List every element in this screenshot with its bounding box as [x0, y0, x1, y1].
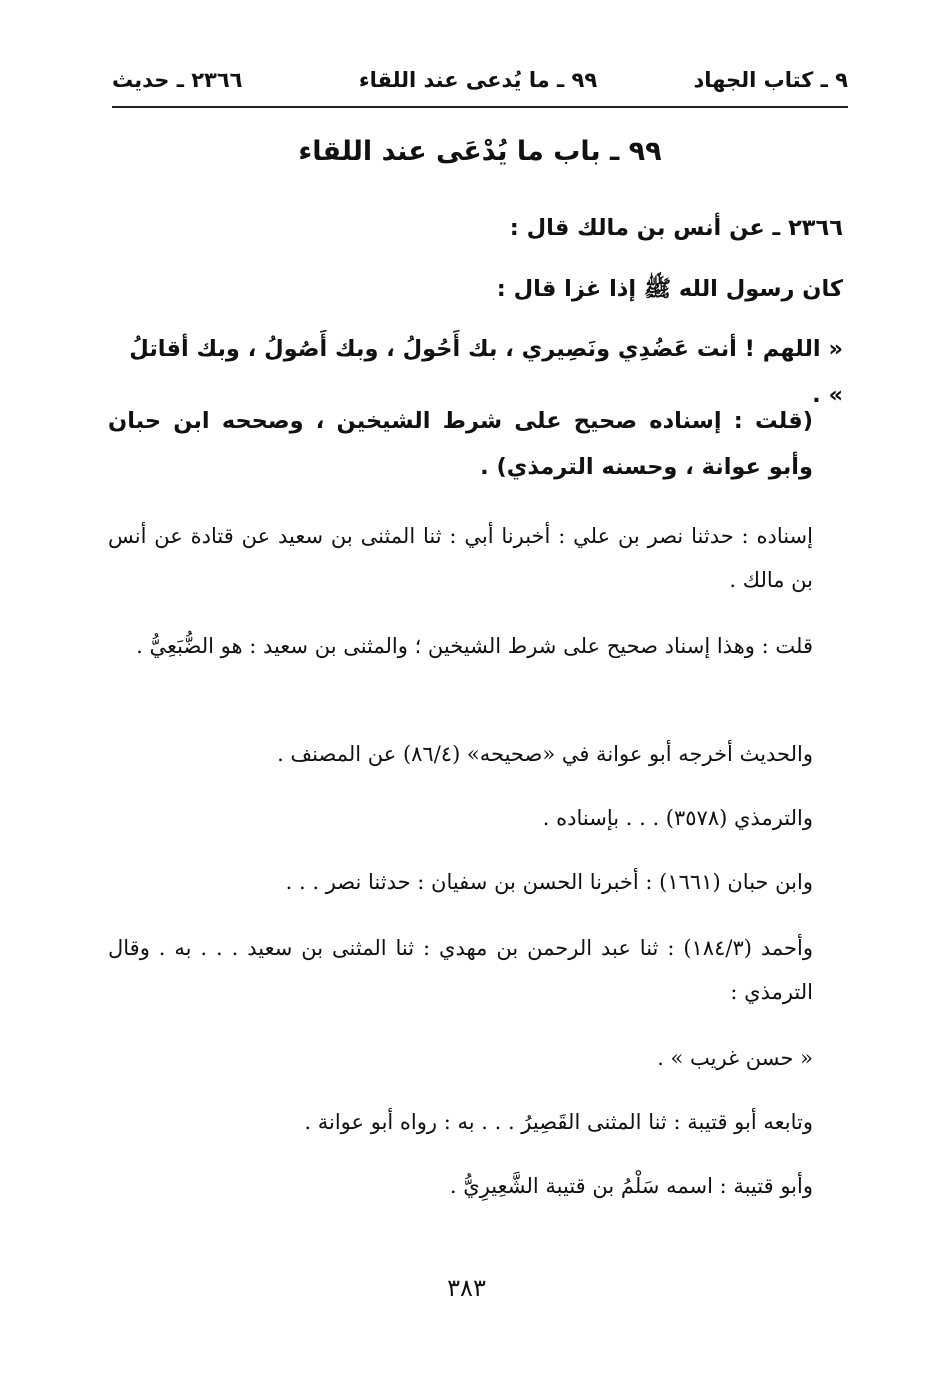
header-rule: [112, 106, 848, 108]
header-hadith-number: ٢٣٦٦ ـ حديث: [112, 68, 243, 92]
page-number: ٣٨٣: [447, 1274, 486, 1302]
takhrij-line: وابن حبان (١٦٦١) : أخبرنا الحسن بن سفيان : حدثنا نصر . . .: [285, 870, 813, 894]
grading-note: (قلت : إسناده صحيح على شرط الشيخين ، وصححه ابن حبان وأبو عوانة ، وحسنه الترمذي) .: [108, 408, 813, 480]
ahmad-paragraph: وأحمد (١٨٤/٣) : ثنا عبد الرحمن بن مهدي : ثنا المثنى بن سعيد . . . به . وقال الترمذي :: [108, 936, 813, 1004]
takhrij-line: والترمذي (٣٥٧٨) . . . بإسناده .: [542, 806, 813, 830]
isnad-paragraph: إسناده : حدثنا نصر بن علي : أخبرنا أبي : ثنا المثنى بن سعيد عن قتادة عن أنس بن مالك .: [108, 524, 813, 592]
narrator-note: قلت : وهذا إسناد صحيح على شرط الشيخين ؛ والمثنى بن سعيد : هو الضُّبَعِيُّ .: [136, 634, 813, 658]
header-book-title: ٩ ـ كتاب الجهاد: [693, 68, 848, 92]
abu-qutayba-line: وأبو قتيبة : اسمه سَلْمُ بن قتيبة الشَّعِيرِيُّ .: [449, 1174, 813, 1198]
chapter-title: ٩٩ ـ باب ما يُدْعَى عند اللقاء: [298, 136, 662, 167]
hadith-intro: كان رسول الله ﷺ إذا غزا قال :: [496, 276, 843, 302]
follow-up-line: وتابعه أبو قتيبة : ثنا المثنى القَصِيرُ . . . به : رواه أبو عوانة .: [304, 1110, 813, 1134]
header-chapter-title: ٩٩ ـ ما يُدعى عند اللقاء: [358, 68, 598, 92]
takhrij-line: والحديث أخرجه أبو عوانة في «صحيحه» (٨٦/٤) عن المصنف .: [277, 742, 813, 766]
tirmidhi-quote: « حسن غريب » .: [657, 1046, 813, 1070]
hadith-number-line: ٢٣٦٦ ـ عن أنس بن مالك قال :: [509, 215, 843, 241]
running-header: [112, 62, 848, 102]
hadith-text: « اللهم ! أنت عَضُدِي ونَصِيري ، بك أَحُولُ ، وبك أَصُولُ ، وبك أقاتلُ » .: [129, 336, 843, 408]
